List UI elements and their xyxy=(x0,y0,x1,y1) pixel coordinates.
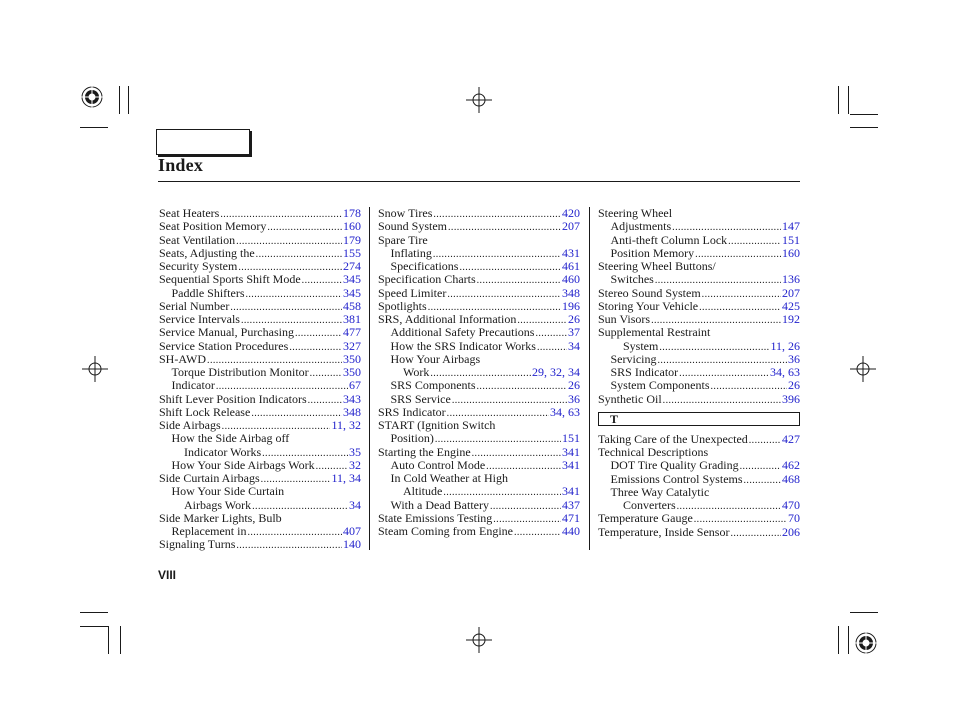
entry-term: Service Intervals xyxy=(159,312,240,326)
entry-term: SRS Components xyxy=(390,378,476,393)
page-link[interactable]: 151 xyxy=(562,431,580,446)
entry-term: Inflating xyxy=(390,245,432,260)
entry-term: System xyxy=(623,338,659,353)
registration-target-icon xyxy=(80,85,104,109)
dot-leader xyxy=(247,526,342,539)
index-entry[interactable] xyxy=(598,526,800,539)
index-entry[interactable] xyxy=(378,340,580,353)
entry-term: Seat Ventilation xyxy=(159,232,236,247)
entry-term: Service Manual, Purchasing xyxy=(159,325,294,340)
index-entry[interactable] xyxy=(159,273,361,286)
page-link[interactable]: 34 xyxy=(349,497,361,512)
page-link[interactable]: 29, 32, 34 xyxy=(532,365,580,379)
page-link[interactable]: 36 xyxy=(788,351,800,366)
entry-term: SRS Service xyxy=(390,391,451,406)
entry-term: Work xyxy=(403,365,430,379)
index-entry[interactable] xyxy=(159,419,361,432)
entry-term: Taking Care of the Unexpected xyxy=(598,431,748,446)
page-link[interactable]: 407 xyxy=(343,524,361,538)
index-entry[interactable] xyxy=(159,207,361,220)
crosshair-icon xyxy=(850,356,876,382)
page-link[interactable]: 32 xyxy=(349,457,361,472)
index-heading: In Cold Weather at High xyxy=(390,471,508,485)
dot-leader xyxy=(749,434,781,447)
crosshair-icon xyxy=(466,87,492,113)
index-entry[interactable] xyxy=(598,379,800,392)
entry-term: Stereo Sound System xyxy=(598,285,701,300)
index-entry[interactable] xyxy=(378,499,580,512)
entry-term: Seat Position Memory xyxy=(159,219,267,234)
page-number: VIII xyxy=(158,568,177,582)
entry-term: Shift Lever Position Indicators xyxy=(159,391,307,406)
index-entry[interactable] xyxy=(159,446,361,459)
page-link[interactable]: 350 xyxy=(343,351,361,366)
entry-term: Paddle Shifters xyxy=(171,285,245,300)
index-entry[interactable] xyxy=(378,366,580,379)
page-link[interactable]: 381 xyxy=(343,312,361,326)
index-entry[interactable] xyxy=(378,485,580,498)
entry-term: Signaling Turns xyxy=(159,537,236,552)
dot-leader xyxy=(246,288,343,301)
dot-leader xyxy=(433,208,561,221)
entry-term: Steam Coming from Engine xyxy=(378,524,513,538)
page-link[interactable]: 471 xyxy=(562,510,580,525)
index-entry[interactable] xyxy=(598,313,800,326)
index-entry[interactable] xyxy=(378,459,580,472)
page-link[interactable]: 345 xyxy=(343,285,361,300)
entry-term: Anti-theft Column Lock xyxy=(610,232,728,247)
page-link[interactable]: 350 xyxy=(343,365,361,379)
index-heading: Side Marker Lights, Bulb xyxy=(159,510,282,525)
column-divider xyxy=(589,207,590,550)
index-entry[interactable] xyxy=(598,340,800,353)
index-column-3 xyxy=(598,207,800,539)
dot-leader xyxy=(308,394,342,407)
entry-term: Side Airbags xyxy=(159,418,221,432)
index-heading: Three Way Catalytic xyxy=(610,484,710,499)
entry-term: Serial Number xyxy=(159,298,230,313)
entry-term: Speed Limiter xyxy=(378,285,447,300)
index-entry[interactable] xyxy=(378,220,580,233)
dot-leader xyxy=(295,327,342,340)
page-link[interactable]: 35 xyxy=(349,444,361,459)
page-link[interactable]: 477 xyxy=(343,325,361,340)
index-entry[interactable] xyxy=(598,499,800,512)
index-entry[interactable] xyxy=(598,220,800,233)
page-link[interactable]: 34, 63 xyxy=(770,365,800,379)
index-entry[interactable] xyxy=(378,379,580,392)
page-link[interactable]: 440 xyxy=(562,524,580,538)
page-link[interactable]: 207 xyxy=(782,285,800,300)
index-entry[interactable] xyxy=(378,313,580,326)
page-link[interactable]: 178 xyxy=(343,206,361,220)
entry-term: State Emissions Testing xyxy=(378,510,493,525)
page-link[interactable]: 147 xyxy=(782,219,800,234)
index-entry[interactable] xyxy=(598,459,800,472)
page-link[interactable]: 431 xyxy=(562,245,580,260)
entry-term: System Components xyxy=(610,378,710,393)
dot-leader xyxy=(477,274,561,287)
index-heading: Steering Wheel xyxy=(598,206,673,220)
index-heading: Spare Tire xyxy=(378,232,428,247)
entry-term: Seats, Adjusting the xyxy=(159,245,255,260)
entry-term: Indicator Works xyxy=(184,444,262,459)
page-link[interactable]: 26 xyxy=(568,378,580,393)
page-link[interactable]: 458 xyxy=(343,298,361,313)
entry-term: Storing Your Vehicle xyxy=(598,298,699,313)
entry-term: Synthetic Oil xyxy=(598,391,662,406)
index-entry[interactable] xyxy=(159,406,361,419)
entry-term: Torque Distribution Monitor xyxy=(171,365,309,379)
index-entry[interactable] xyxy=(378,393,580,406)
dot-leader xyxy=(663,394,781,407)
entry-term: Additional Safety Precautions xyxy=(390,325,535,340)
page-link[interactable]: 207 xyxy=(562,219,580,234)
page-link[interactable]: 348 xyxy=(343,404,361,419)
dot-leader xyxy=(730,527,781,540)
letter-heading: T xyxy=(598,412,800,426)
crosshair-icon xyxy=(82,356,108,382)
entry-term: Temperature Gauge xyxy=(598,511,693,526)
registration-target-icon xyxy=(854,631,878,655)
page-title: Index xyxy=(158,155,204,175)
entry-term: Specification Charts xyxy=(378,272,476,287)
entry-term: SRS Indicator xyxy=(610,365,679,379)
dot-leader xyxy=(711,380,787,393)
page-link[interactable]: 11, 26 xyxy=(770,338,800,353)
page-link[interactable]: 151 xyxy=(782,232,800,247)
index-entry[interactable] xyxy=(378,432,580,445)
index-entry[interactable] xyxy=(159,287,361,300)
section-tab xyxy=(156,129,250,155)
dot-leader xyxy=(236,539,342,552)
index-entry[interactable] xyxy=(159,300,361,313)
entry-term: How Your Side Airbags Work xyxy=(171,457,315,472)
page-link[interactable]: 34 xyxy=(568,338,580,353)
dot-leader xyxy=(251,407,342,420)
entry-term: Emissions Control Systems xyxy=(610,471,743,486)
entry-term: Sound System xyxy=(378,219,448,234)
index-entry[interactable] xyxy=(159,393,361,406)
title-divider xyxy=(158,181,800,182)
entry-term: SRS Indicator xyxy=(378,404,446,419)
entry-term: Side Curtain Airbags xyxy=(159,471,260,485)
dot-leader xyxy=(535,327,567,340)
entry-term: Auto Control Mode xyxy=(390,457,486,472)
page-link[interactable]: 341 xyxy=(562,457,580,472)
page-link[interactable]: 160 xyxy=(343,219,361,234)
dot-leader xyxy=(289,341,342,354)
entry-term: Sequential Sports Shift Mode xyxy=(159,272,301,287)
page-link[interactable]: 70 xyxy=(788,511,800,526)
index-entry[interactable] xyxy=(378,406,580,419)
entry-term: With a Dead Battery xyxy=(390,497,489,512)
page-link[interactable]: 26 xyxy=(788,378,800,393)
entry-term: Replacement in xyxy=(171,524,247,538)
dot-leader xyxy=(447,288,561,301)
dot-leader xyxy=(302,274,342,287)
page-link[interactable]: 36 xyxy=(568,391,580,406)
entry-term: Spotlights xyxy=(378,298,427,313)
entry-term: Indicator xyxy=(171,378,215,393)
index-entry[interactable] xyxy=(159,379,361,392)
page-link[interactable]: 206 xyxy=(782,524,800,539)
dot-leader xyxy=(256,248,342,261)
dot-leader xyxy=(699,301,781,314)
index-entry[interactable] xyxy=(159,247,361,260)
dot-leader xyxy=(728,235,781,248)
dot-leader xyxy=(659,341,769,354)
page-link[interactable]: 461 xyxy=(562,259,580,273)
index-entry[interactable] xyxy=(378,287,580,300)
page-link[interactable]: 468 xyxy=(782,471,800,486)
entry-term: Specifications xyxy=(390,259,459,273)
index-column-1 xyxy=(159,207,361,552)
index-entry[interactable] xyxy=(378,512,580,525)
index-entry[interactable] xyxy=(598,234,800,247)
index-entry[interactable] xyxy=(159,260,361,273)
index-heading: START (Ignition Switch xyxy=(378,418,496,432)
index-entry[interactable] xyxy=(159,538,361,551)
index-entry[interactable] xyxy=(159,459,361,472)
index-entry[interactable] xyxy=(378,300,580,313)
index-entry[interactable] xyxy=(159,499,361,512)
page-link[interactable]: 462 xyxy=(782,458,800,473)
index-entry[interactable] xyxy=(159,234,361,247)
entry-term: Sun Visors xyxy=(598,312,651,326)
index-entry[interactable] xyxy=(378,260,580,273)
index-entry[interactable] xyxy=(159,366,361,379)
index-entry[interactable] xyxy=(159,326,361,339)
index-entry[interactable] xyxy=(598,247,800,260)
index-entry[interactable] xyxy=(378,247,580,260)
index-entry[interactable] xyxy=(159,472,361,485)
index-entry[interactable] xyxy=(159,525,361,538)
page-link[interactable]: 155 xyxy=(343,245,361,260)
dot-leader xyxy=(537,341,567,354)
entry-term: Position Memory xyxy=(610,245,695,260)
index-heading: Technical Descriptions xyxy=(598,445,709,459)
dot-leader xyxy=(310,367,342,380)
index-heading: How Your Side Curtain xyxy=(171,484,285,499)
index-entry[interactable] xyxy=(159,313,361,326)
page-link[interactable]: 341 xyxy=(562,484,580,499)
page-link[interactable]: 437 xyxy=(562,497,580,512)
index-heading: Steering Wheel Buttons/ xyxy=(598,259,716,273)
index-entry[interactable] xyxy=(598,433,800,446)
dot-leader xyxy=(702,288,781,301)
index-entry[interactable] xyxy=(598,366,800,379)
column-divider xyxy=(369,207,370,550)
index-heading: Supplemental Restraint xyxy=(598,325,711,340)
dot-leader xyxy=(744,474,781,487)
crosshair-icon xyxy=(466,627,492,653)
entry-term: DOT Tire Quality Grading xyxy=(610,458,739,473)
entry-term: Position) xyxy=(390,431,434,446)
dot-leader xyxy=(514,526,561,539)
dot-leader xyxy=(477,380,567,393)
entry-term: Seat Heaters xyxy=(159,206,220,220)
index-heading: How the Side Airbag off xyxy=(171,431,290,446)
page-link[interactable]: 274 xyxy=(343,259,361,273)
page-link[interactable]: 196 xyxy=(562,298,580,313)
index-entry[interactable] xyxy=(159,220,361,233)
index-entry[interactable] xyxy=(159,340,361,353)
entry-term: Switches xyxy=(610,272,654,287)
index-entry[interactable] xyxy=(598,473,800,486)
index-entry[interactable] xyxy=(378,207,580,220)
index-entry[interactable] xyxy=(378,326,580,339)
index-entry[interactable] xyxy=(598,273,800,286)
entry-term: SRS, Additional Information xyxy=(378,312,517,326)
index-entry[interactable] xyxy=(598,393,800,406)
page-link[interactable]: 396 xyxy=(782,391,800,406)
entry-term: Temperature, Inside Sensor xyxy=(598,524,730,539)
page-link[interactable]: 179 xyxy=(343,232,361,247)
entry-term: Service Station Procedures xyxy=(159,338,289,353)
page-link[interactable]: 34, 63 xyxy=(550,404,580,419)
page-link[interactable]: 470 xyxy=(782,498,800,512)
entry-term: Converters xyxy=(623,498,676,512)
page-link[interactable]: 37 xyxy=(568,325,580,340)
index-column-2 xyxy=(378,207,580,538)
entry-term: Shift Lock Release xyxy=(159,404,251,419)
page-link[interactable]: 460 xyxy=(562,272,580,287)
dot-leader xyxy=(490,500,561,513)
entry-term: Security System xyxy=(159,259,238,273)
page-link[interactable]: 348 xyxy=(562,285,580,300)
page-link[interactable]: 341 xyxy=(562,444,580,459)
dot-leader xyxy=(472,447,561,460)
page-link[interactable]: 192 xyxy=(782,312,800,326)
index-heading: How Your Airbags xyxy=(390,351,481,366)
page-link[interactable]: 327 xyxy=(343,338,361,353)
page-link[interactable]: 26 xyxy=(568,312,580,326)
page-link[interactable]: 136 xyxy=(782,272,800,287)
entry-term: SH-AWD xyxy=(159,351,207,366)
page-link[interactable]: 11, 34 xyxy=(331,471,361,485)
page-link[interactable]: 343 xyxy=(343,391,361,406)
dot-leader xyxy=(230,301,342,314)
entry-term: Airbags Work xyxy=(184,497,252,512)
page-link[interactable]: 420 xyxy=(562,206,580,220)
dot-leader xyxy=(448,221,561,234)
index-entry[interactable] xyxy=(598,512,800,525)
page-link[interactable]: 345 xyxy=(343,272,361,287)
entry-term: Starting the Engine xyxy=(378,444,471,459)
index-entry[interactable] xyxy=(378,446,580,459)
index-entry[interactable] xyxy=(598,353,800,366)
entry-term: Adjustments xyxy=(610,219,672,234)
index-entry[interactable] xyxy=(378,525,580,538)
page-link[interactable]: 425 xyxy=(782,298,800,313)
dot-leader xyxy=(267,221,342,234)
entry-term: Servicing xyxy=(610,351,657,366)
index-entry[interactable] xyxy=(598,287,800,300)
page-link[interactable]: 427 xyxy=(782,431,800,446)
index-entry[interactable] xyxy=(378,273,580,286)
entry-term: How the SRS Indicator Works xyxy=(390,338,536,353)
index-entry[interactable] xyxy=(159,353,361,366)
page-link[interactable]: 67 xyxy=(349,378,361,393)
entry-term: Altitude xyxy=(403,484,443,499)
dot-leader xyxy=(740,460,781,473)
index-entry[interactable] xyxy=(598,300,800,313)
page-link[interactable]: 160 xyxy=(782,245,800,260)
entry-term: Snow Tires xyxy=(378,206,433,220)
page-link[interactable]: 11, 32 xyxy=(331,418,361,432)
page-link[interactable]: 140 xyxy=(343,537,361,552)
